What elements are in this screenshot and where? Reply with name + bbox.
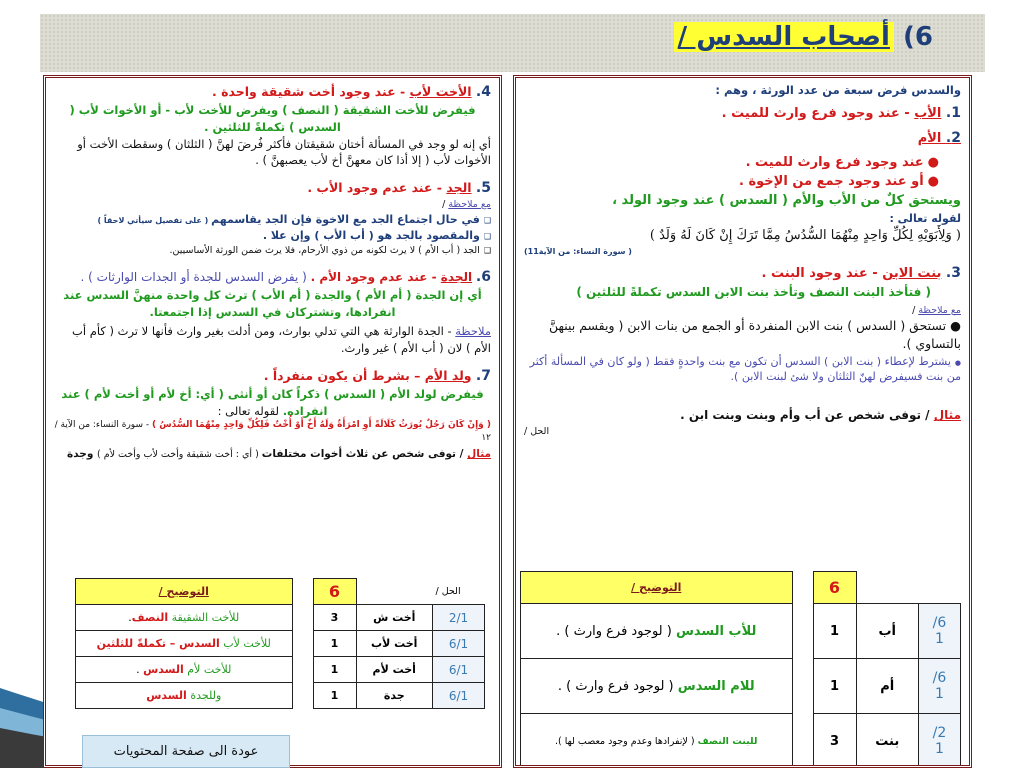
table-row: 6/ 1 أم 1 للام السدس ( لوجود فرع وارث ) .: [521, 659, 961, 714]
checkbox-icon: ❑: [483, 231, 491, 241]
mother-cond-2: ●أو عند وجود جمع من الإخوة .: [524, 173, 939, 192]
example-line: مثال / توفى شخص عن ثلاث أخوات مختلفات ( أي : أخت شقيقة وأخت لأب وأخت لأم ) وجدة: [67, 448, 491, 461]
table-header: التوضيح /: [76, 579, 293, 605]
table-six: 6: [313, 579, 356, 605]
bullet-icon: ●: [927, 174, 939, 190]
note-heading: مع ملاحظة /: [442, 199, 491, 211]
ayah-ref: ( سورة النساء: من الآية11): [524, 246, 632, 256]
bullet-icon: ●: [927, 155, 939, 171]
table-row: 6/1 أخت لأم 1 للأخت لأم السدس .: [76, 657, 485, 683]
table-row: 2/ 1 بنت 3 للبنت النصف ( لإنفرادها وعدم وجود معصب لها ).: [521, 714, 961, 768]
bullet-icon: ●: [954, 358, 961, 367]
mother-share: ويستحق كلٌ من الأب والأم ( السدس ) عند وجود الولد ،: [612, 193, 961, 209]
note-bullet-1: ●تستحق ( السدس ) بنت الابن المنفردة أو الجمع من بنات الابن ( ويقسم بينهنَّ بالتساوي ).: [548, 318, 961, 352]
hal-label: الحل /: [435, 585, 461, 597]
page-title: [674, 22, 955, 52]
table-header: التوضيح /: [521, 572, 793, 604]
table-row: 6/ 1 أب 1 للأب السدس ( لوجود فرع وارث ) .: [521, 604, 961, 659]
item-mother: 2. الأم: [917, 129, 961, 146]
item-grandfather: 5. الجد - عند عدم وجود الأب .: [307, 179, 491, 196]
title-number: 6): [903, 22, 933, 52]
note-bullet-2: ●يشترط لإعطاء ( بنت الابن ) السدس أن تكون مع بنت واحدةٍ فقط ( ولو كان في المسألة أكثر من بنت فسيفرض لهنّ الثلثان ولا شئ لبنت الابن ).: [529, 354, 961, 384]
back-to-contents-button[interactable]: عودة الى صفحة المحتويات: [82, 735, 290, 768]
table-six: 6: [813, 572, 856, 604]
table-row: 6/1 أخت لأب 1 للأخت لأب السدس – تكملةً للثلثين: [76, 631, 485, 657]
qawl-line: لقوله تعالى :: [889, 211, 961, 225]
item-maternal-sibling: 7. ولد الأم – بشرط أن يكون منفرداً .: [263, 367, 491, 384]
right-solution-table: [520, 571, 961, 768]
table-row: 2/1 أخت ش 3 للأخت الشقيقة النصف.: [76, 605, 485, 631]
son-daughter-note: ( فتأخذ البنت النصف وتأخذ بنت الابن السدس تكملةً للثلثين ): [576, 285, 931, 300]
paternal-sister-text: أي إنه لو وجد في المسألة أختان شقيقتان فأكثر فُرضَ لهنَّ ( الثلثان ) وسقطت الأخت أو الأخوات لأب ( إلا أذا كان معهنَّ أخ لأب يعصبهنَّ ) .: [77, 136, 491, 168]
example-line: مثال / توفى شخص عن أب وأم وبنت وبنت ابن .: [680, 408, 961, 423]
item-father: 1. الأب - عند وجود فرع وارث للميت .: [721, 104, 961, 121]
mother-cond-1: ●عند وجود فرع وارث للميت .: [524, 154, 939, 173]
grandmother-green: أي إن الجدة ( أم الأم ) والجدة ( أم الأب ) ترث كل واحدة منهنَّ السدس عند انفرادها، وتشتركان في السدس إذا اجتمعتا.: [63, 287, 482, 319]
hal-label: الحل /: [524, 425, 550, 437]
title-text: أصحاب السدس /: [674, 22, 894, 52]
grandfather-bullet-1: ❑في حال اجتماع الجد مع الاخوة فإن الجد يقاسمهم ( على تفصيل سيأتي لاحقاً ): [97, 213, 491, 227]
item-grandmother: 6. الجدة - عند عدم وجود الأم . ( يفرض السدس للجدة أو الجدات الوارثات ) .: [80, 268, 491, 285]
checkbox-icon: ❑: [483, 245, 491, 255]
right-panel: [513, 75, 972, 768]
checkbox-icon: ❑: [483, 216, 491, 226]
grandmother-note: ملاحظة - الجدة الوارثة هي التي تدلي بوارث، ومن أدلت بغير وارث فأنها لا ترث ( كأم أب الأم ) لان ( أب الأم ) غير وارث.: [72, 324, 491, 355]
intro-line: والسدس فرض سبعة من عدد الورثة ، وهم :: [715, 83, 961, 97]
item-son-daughter: 3. بنت الابن - عند وجود البنت .: [761, 265, 961, 282]
item-paternal-sister: 4. الأخت لأب - عند وجود أخت شقيقة واحدة .: [212, 84, 491, 100]
paternal-sister-green: فيفرض للأخت الشقيقة ( النصف ) ويفرض للأخت لأب - أو الأخوات لأب ( السدس ) تكملةً للثلثين .: [69, 103, 476, 134]
ayah-text: ( وَلِأَبَوَيْهِ لِكُلِّ وَاحِدٍ مِنْهُمَا السُّدُسُ مِمَّا تَرَكَ إِنْ كَانَ لَهُ وَلَدٌ ): [649, 227, 961, 243]
header-bar: [40, 14, 985, 72]
bullet-icon: ●: [950, 318, 961, 334]
left-panel: [43, 75, 502, 768]
maternal-sibling-green: فيفرض لولد الأم ( السدس ) ذكراً كان أو أنثى ( أي: أخ لأم أو أخت لأم ) عند انفراده. لقوله تعالى :: [61, 386, 484, 418]
grandfather-bullet-2: ❑والمقصود بالجد هو ( أب الأب ) وإن علا .: [262, 228, 491, 242]
maternal-ayah: ( وَإِنْ كَانَ رَجُلٌ يُورَثُ كَلَالَةً أَوِ امْرَأَةٌ وَلَهُ أَخٌ أَوْ أُخْتٌ فَلِكُلِّ وَاحِدٍ مِنْهُمَا السُّدُسُ ) - سورة النساء: من الآية / ١٢: [54, 420, 491, 444]
note-heading: مع ملاحظة /: [912, 304, 961, 316]
table-row: 6/1 جدة 1 وللجدة السدس: [76, 683, 485, 709]
grandfather-bullet-3: ❑الجد ( أب الأم ) لا يرث لكونه من ذوي الأرحام، فلا يرث ضمن الورثة الأساسيين.: [169, 244, 491, 256]
left-solution-table: [75, 578, 485, 709]
